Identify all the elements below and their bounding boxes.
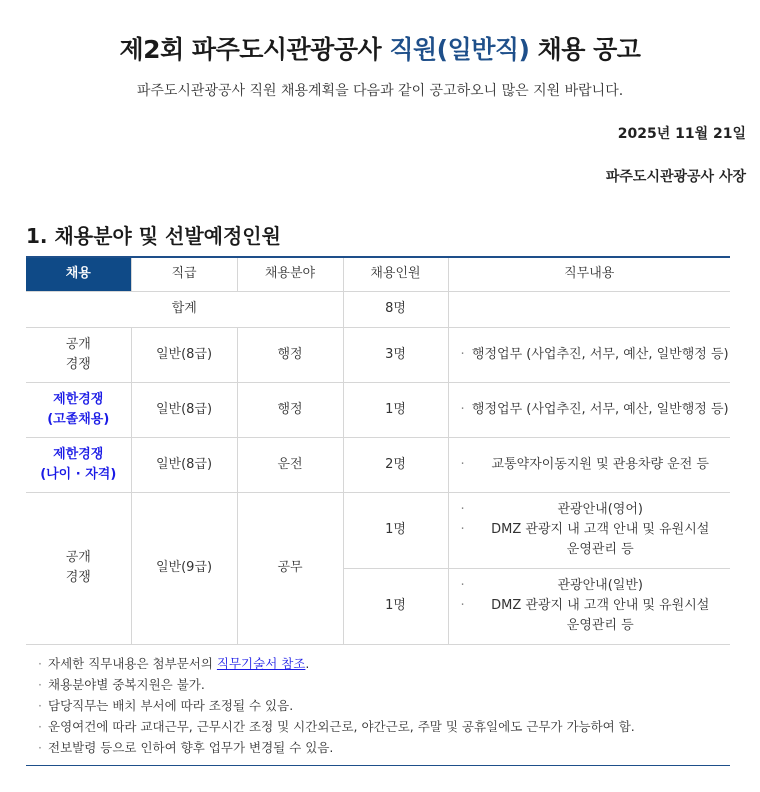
duties-cell: [448, 568, 730, 644]
duty-item-continuation: 운영관리 등: [566, 618, 634, 633]
count-cell: 1명: [343, 568, 448, 644]
note-item: · 운영여건에 따라 교대근무, 근무시간 조정 및 시간외근로, 야간근로, 주말 및 공휴일에도 근무가 가능하여 함.: [38, 716, 730, 737]
duties-cell: [448, 327, 730, 382]
header-type: 채용: [26, 257, 131, 291]
announcement-date: 2025년 11월 21일: [617, 126, 746, 142]
announcement-signer: 파주도시관광공사 사장: [605, 169, 746, 185]
note-item: · 담당직무는 배치 부서에 따라 조정될 수 있음.: [38, 695, 730, 716]
field-cell: 공무: [237, 492, 343, 644]
duties-cell: [448, 437, 730, 492]
count-cell: 1명: [343, 492, 448, 568]
page-subtitle: 파주도시관광공사 직원 채용계획을 다음과 같이 공고하오니 많은 지원 바랍니다.: [136, 83, 624, 99]
duty-item: · DMZ 관광지 내 고객 안내 및 유원시설: [461, 520, 731, 540]
title-prefix: 제2회 파주도시관광공사: [119, 35, 390, 64]
header-count: 채용인원: [343, 257, 448, 291]
job-description-link[interactable]: 직무기술서 참조: [216, 656, 306, 671]
table-row: [26, 437, 730, 492]
title-highlight: 직원(일반직): [389, 35, 530, 64]
count-cell: 2명: [343, 437, 448, 492]
duty-item: · 행정업무 (사업추진, 서무, 예산, 일반행정 등): [461, 345, 731, 365]
grade-cell: 일반(8급): [131, 327, 237, 382]
table-row: [26, 382, 730, 437]
field-cell: 행정: [237, 382, 343, 437]
duty-item-continuation: 운영관리 등: [566, 542, 634, 557]
grade-cell: 일반(8급): [131, 437, 237, 492]
header-grade: 직급: [131, 257, 237, 291]
duty-item: · 행정업무 (사업추진, 서무, 예산, 일반행정 등): [461, 400, 731, 420]
recruit-type: 제한경쟁 (나이 · 자격): [26, 437, 131, 492]
count-cell: 3명: [343, 327, 448, 382]
note-item: · 전보발령 등으로 인하여 향후 업무가 변경될 수 있음.: [38, 737, 730, 758]
grade-cell: 일반(8급): [131, 382, 237, 437]
count-cell: 1명: [343, 382, 448, 437]
note-item: · 채용분야별 중복지원은 불가.: [38, 674, 730, 695]
total-count: 8명: [343, 291, 448, 327]
title-suffix: 채용 공고: [529, 35, 641, 64]
recruit-type: 공개 경쟁: [26, 492, 131, 644]
recruit-type: 공개 경쟁: [26, 327, 131, 382]
grade-cell: 일반(9급): [131, 492, 237, 644]
table-row: [26, 492, 730, 568]
note-item: · 자세한 직무내용은 첨부문서의 직무기술서 참조.: [38, 653, 730, 674]
total-row: [26, 291, 730, 327]
page-title: [0, 30, 760, 66]
field-cell: 행정: [237, 327, 343, 382]
total-label: 합계: [26, 291, 343, 327]
header-duties: 직무내용: [448, 257, 730, 291]
header-field: 채용분야: [237, 257, 343, 291]
notes-box: [26, 644, 730, 766]
table-row: [26, 327, 730, 382]
table-header-row: [26, 257, 730, 291]
recruitment-table: [26, 256, 730, 645]
total-duties: [448, 291, 730, 327]
duties-cell: [448, 492, 730, 568]
duty-item: · 관광안내(일반): [461, 576, 731, 596]
duty-item: · 관광안내(영어): [461, 500, 731, 520]
recruit-type: 제한경쟁 (고졸채용): [26, 382, 131, 437]
field-cell: 운전: [237, 437, 343, 492]
duties-cell: [448, 382, 730, 437]
duty-item: · 교통약자이동지원 및 관용차량 운전 등: [461, 455, 731, 475]
section-title: 1. 채용분야 및 선발예정인원: [26, 224, 281, 248]
duty-item: · DMZ 관광지 내 고객 안내 및 유원시설: [461, 596, 731, 616]
